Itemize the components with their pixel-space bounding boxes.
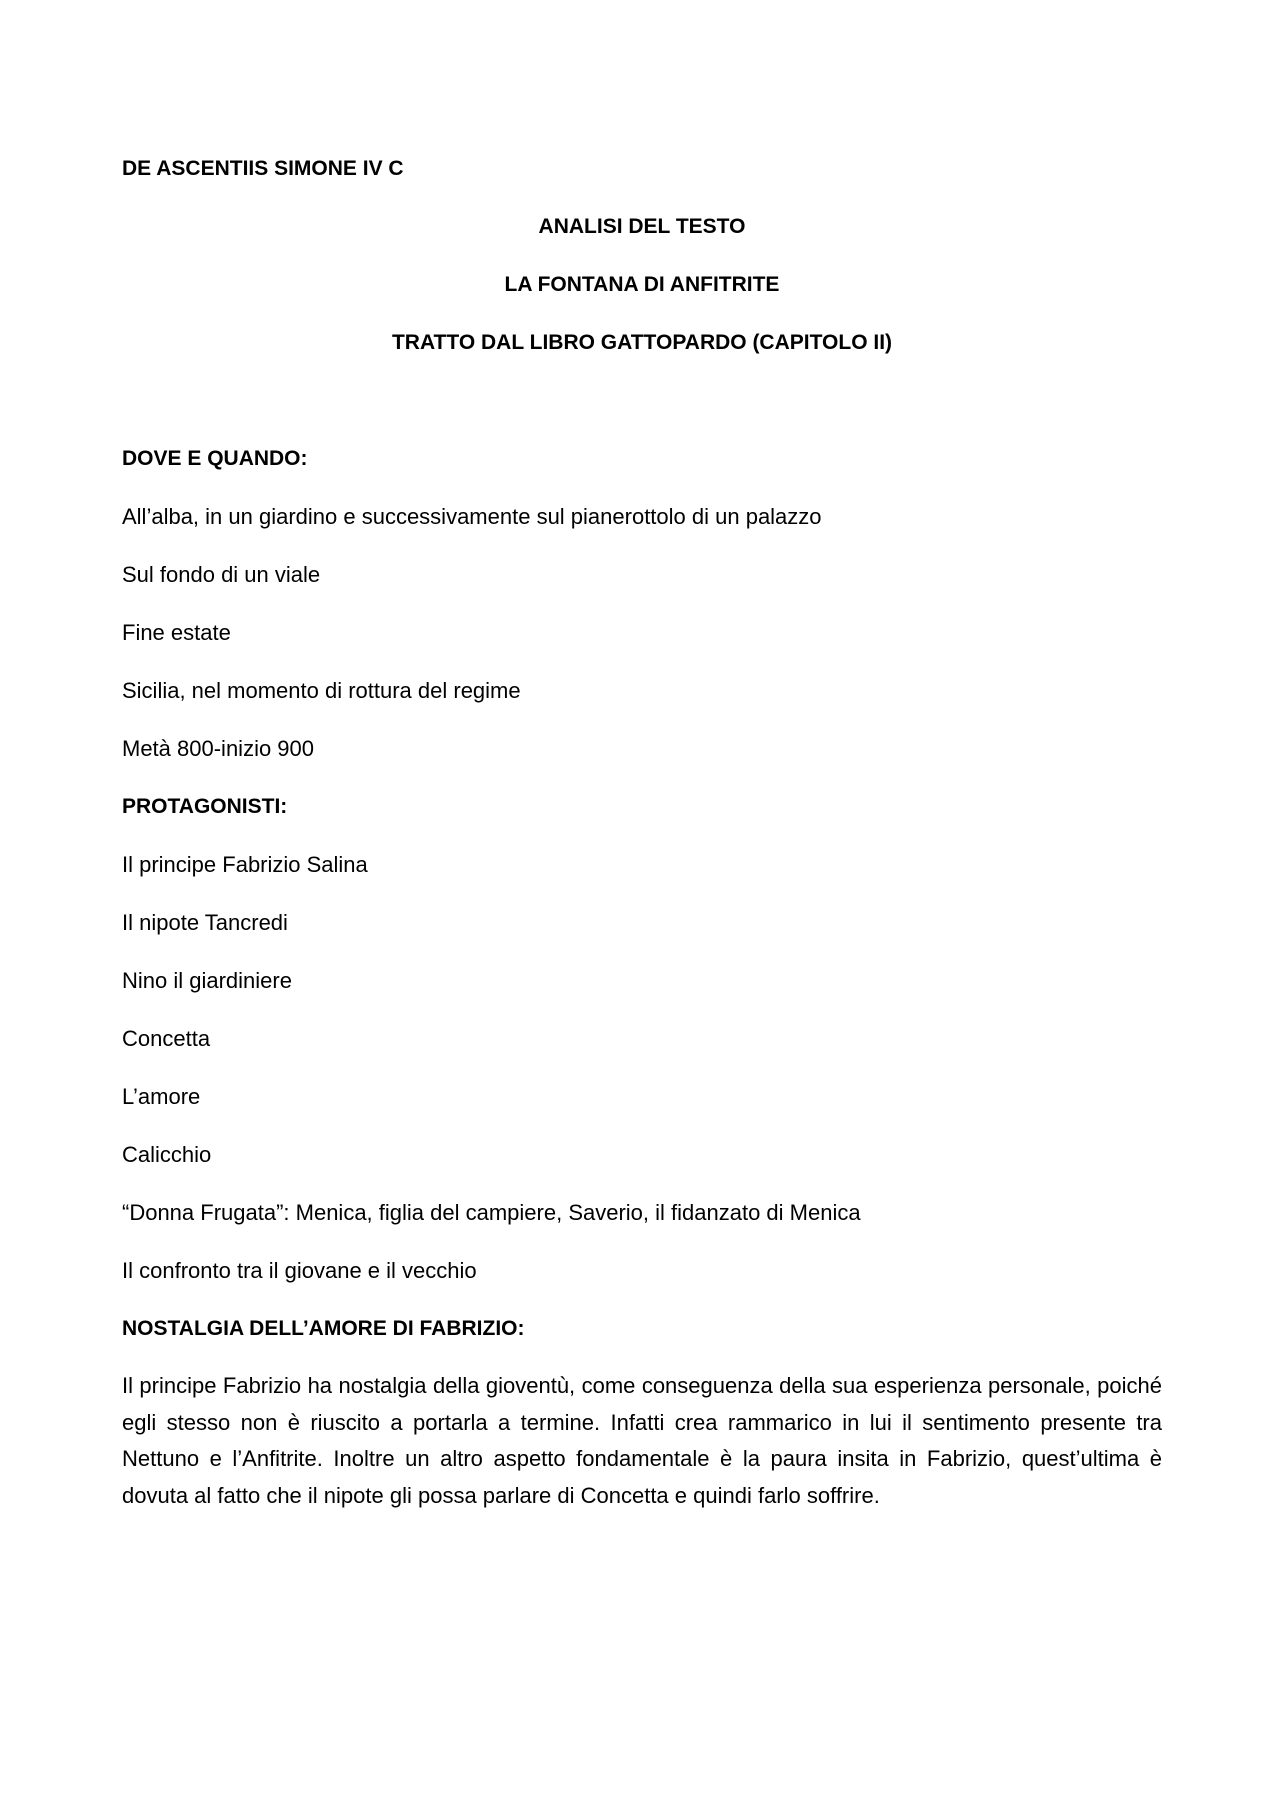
- list-item: Concetta: [122, 1026, 211, 1051]
- document-body: [122, 150, 1162, 1514]
- list-item: Nino il giardiniere: [122, 968, 292, 993]
- list-item: Il nipote Tancredi: [122, 910, 288, 935]
- list-item: L’amore: [122, 1084, 201, 1109]
- list-item: “Donna Frugata”: Menica, figlia del campiere, Saverio, il fidanzato di Menica: [122, 1200, 861, 1225]
- list-item: Sicilia, nel momento di rottura del regime: [122, 678, 521, 703]
- list-item: Fine estate: [122, 620, 231, 645]
- spacer: [122, 382, 1162, 440]
- list-item: Il principe Fabrizio Salina: [122, 852, 368, 877]
- list-item: Sul fondo di un viale: [122, 562, 321, 587]
- title-fountain: LA FONTANA DI ANFITRITE: [504, 273, 780, 296]
- section-heading-nostalgia: NOSTALGIA DELL’AMORE DI FABRIZIO:: [122, 1317, 525, 1340]
- title-source: TRATTO DAL LIBRO GATTOPARDO (CAPITOLO II): [391, 331, 893, 354]
- list-item: All’alba, in un giardino e successivamente sul pianerottolo di un palazzo: [122, 504, 822, 529]
- section-heading-protagonists: PROTAGONISTI:: [122, 795, 288, 818]
- nostalgia-paragraph: Il principe Fabrizio ha nostalgia della gioventù, come conseguenza della sua esperienza personale, poiché egli stesso non è riuscito a portarla a termine. Infatti crea rammarico in lui il sentimento presente tra Nettuno e l’Anfitrite. Inoltre un altro aspetto fondamentale è la paura insita in Fabrizio, quest’ultima è dovuta al fatto che il nipote gli possa parlare di Concetta e quindi farlo soffrire.: [122, 1373, 1162, 1508]
- list-item: Calicchio: [122, 1142, 212, 1167]
- list-item: Metà 800-inizio 900: [122, 736, 315, 761]
- section-heading-where-when: DOVE E QUANDO:: [122, 447, 308, 470]
- list-item: Il confronto tra il giovane e il vecchio: [122, 1258, 477, 1283]
- author-line: DE ASCENTIIS SIMONE IV C: [122, 157, 404, 180]
- title-analysis: ANALISI DEL TESTO: [538, 215, 746, 238]
